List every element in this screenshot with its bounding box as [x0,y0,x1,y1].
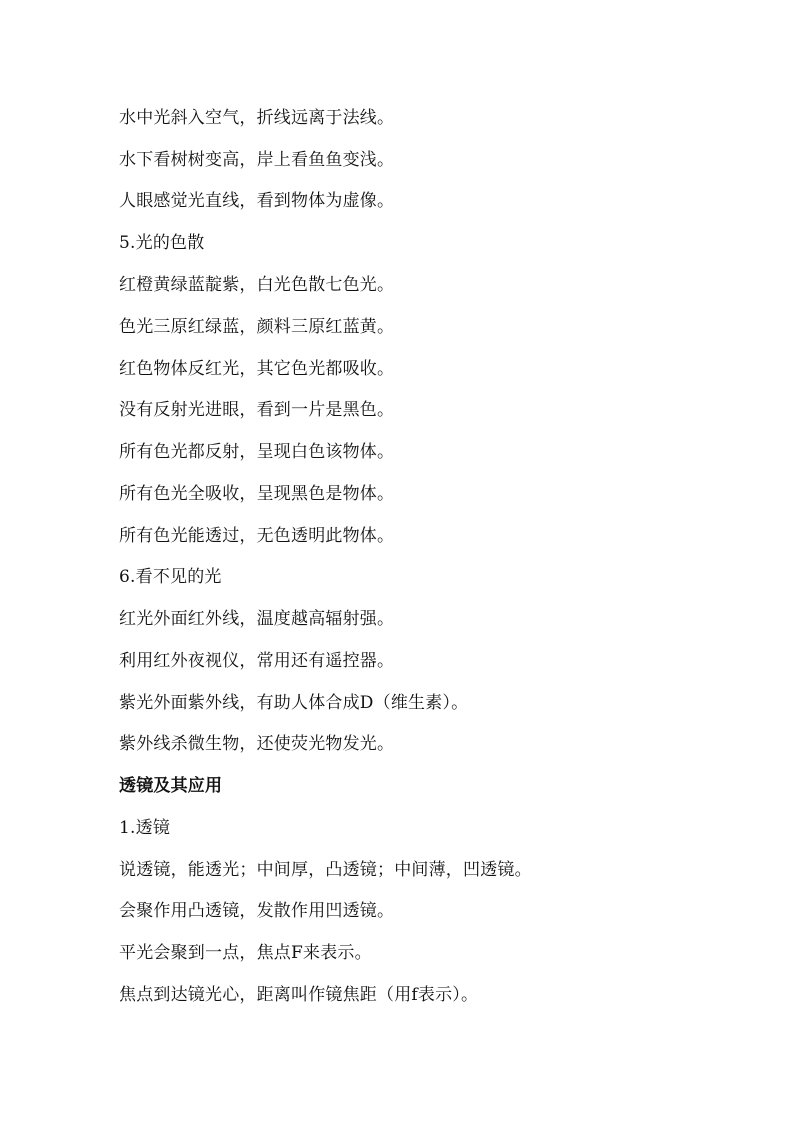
text-line: 水下看树树变高，岸上看鱼鱼变浅。 [119,150,395,170]
text-line: 没有反射光进眼，看到一片是黑色。 [119,400,395,420]
text-line: 红色物体反红光，其它色光都吸收。 [119,359,395,379]
text-line: 利用红外夜视仪，常用还有遥控器。 [119,651,395,671]
text-line: 色光三原红绿蓝，颜料三原红蓝黄。 [119,317,395,337]
text-line: 焦点到达镜光心，距离叫作镜焦距（用f表示）。 [119,985,479,1005]
text-line: 红橙黄绿蓝靛紫，白光色散七色光。 [119,275,395,295]
text-line: 人眼感觉光直线，看到物体为虚像。 [119,191,395,211]
text-line: 平光会聚到一点，焦点F来表示。 [119,943,372,963]
text-line: 红光外面红外线，温度越高辐射强。 [119,609,395,629]
text-line: 会聚作用凸透镜，发散作用凹透镜。 [119,901,395,921]
text-line: 所有色光能透过，无色透明此物体。 [119,526,395,546]
section-title: 6.看不见的光 [119,567,222,587]
text-line: 紫光外面紫外线，有助人体合成D（维生素）。 [119,693,469,713]
text-line: 所有色光全吸收，呈现黑色是物体。 [119,484,395,504]
text-line: 紫外线杀微生物，还使荧光物发光。 [119,734,395,754]
section-title: 1.透镜 [119,818,171,838]
section-title: 5.光的色散 [119,233,205,253]
text-line: 水中光斜入空气，折线远离于法线。 [119,108,395,128]
text-line: 说透镜，能透光；中间厚，凸透镜；中间薄，凹透镜。 [119,860,532,880]
chapter-heading: 透镜及其应用 [119,776,223,796]
text-line: 所有色光都反射，呈现白色该物体。 [119,442,395,462]
